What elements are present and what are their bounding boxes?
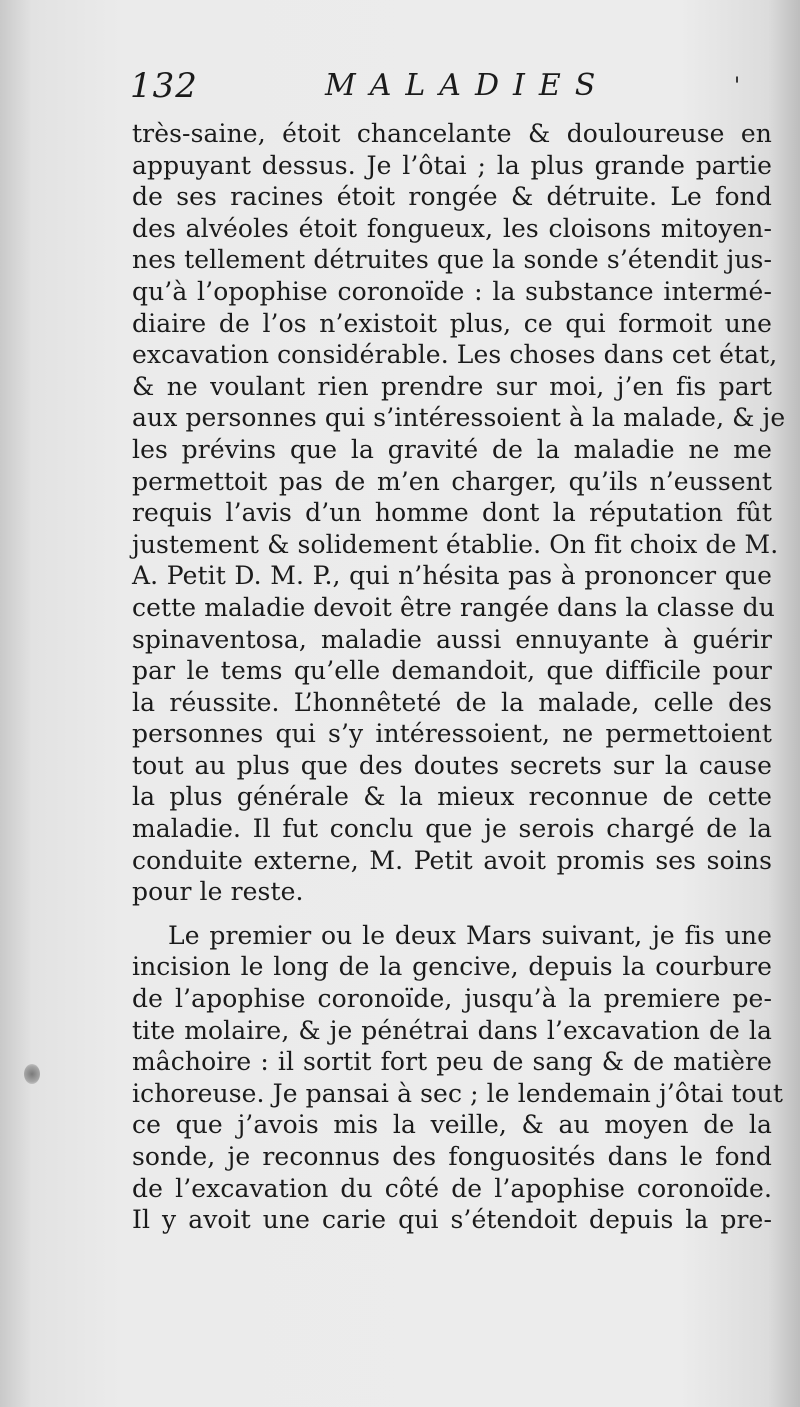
text-line: mâchoire : il sortit fort peu de sang & de matière (132, 1047, 772, 1077)
text-line: incision le long de la gencive, depuis la courbure (132, 952, 772, 982)
header-mark: ' (733, 74, 740, 99)
text-line: maladie. Il fut conclu que je serois chargé de la (132, 814, 772, 844)
text-line: pour le reste. (132, 877, 304, 907)
text-line: Il y avoit une carie qui s’étendoit depuis la pre- (132, 1205, 772, 1235)
text-line: de ses racines étoit rongée & détruite. Le fond (132, 182, 772, 212)
text-line: tite molaire, & je pénétrai dans l’excavation de la (132, 1015, 772, 1045)
text-line: appuyant dessus. Je l’ôtai ; la plus grande partie (132, 150, 772, 180)
text-line: cette maladie devoit être rangée dans la classe du (132, 592, 775, 622)
text-line: ce que j’avois mis la veille, & au moyen de la (132, 1110, 772, 1140)
text-line: très-saine, étoit chancelante & douloureuse en (132, 119, 772, 148)
text-line: justement & solidement établie. On fit choix de M. (132, 529, 779, 559)
text-line: A. Petit D. M. P., qui n’hésita pas à prononcer que (132, 561, 772, 591)
text-line: requis l’avis d’un homme dont la réputation fût (132, 498, 772, 528)
text-line: excavation considérable. Les choses dans cet état, (132, 340, 778, 370)
text-line: sonde, je reconnus des fonguosités dans le fond (132, 1142, 772, 1171)
text-line: tout au plus que des doutes secrets sur la cause (132, 750, 772, 780)
text-line: les prévins que la gravité de la maladie ne me (132, 434, 772, 464)
running-head: MALADIES (325, 68, 610, 103)
text-line: la réussite. L’honnêteté de la malade, celle des (132, 687, 772, 717)
text-line: spinaventosa, maladie aussi ennuyante à guérir (132, 624, 772, 654)
text-line: personnes qui s’y intéressoient, ne permettoient (132, 719, 772, 749)
text-line: par le tems qu’elle demandoit, que difficile pour (132, 656, 772, 686)
text-line: de l’apophise coronoïde, jusqu’à la premiere pe- (132, 984, 772, 1014)
paragraph (132, 118, 786, 908)
text-line: aux personnes qui s’intéressoient à la malade, & je (132, 403, 786, 433)
text-line: ichoreuse. Je pansai à sec ; le lendemain j’ôtai tout (132, 1078, 784, 1108)
page-number: 132 (130, 66, 198, 106)
text-line: permettoit pas de m’en charger, qu’ils n’eussent (132, 466, 772, 496)
text-line: des alvéoles étoit fongueux, les cloisons mitoyen- (132, 213, 772, 243)
text-line: nes tellement détruites que la sonde s’étendit jus- (132, 245, 772, 275)
text-line: conduite externe, M. Petit avoit promis ses soins (132, 845, 772, 875)
body-text (132, 118, 786, 1236)
text-line: & ne voulant rien prendre sur moi, j’en fis part (132, 371, 772, 401)
paragraph (132, 920, 784, 1236)
text-line: diaire de l’os n’existoit plus, ce qui formoit une (132, 308, 772, 338)
ink-smudge (24, 1064, 40, 1084)
paragraph-gap (132, 908, 772, 920)
text-line: qu’à l’opophise coronoïde : la substance intermé- (132, 276, 772, 306)
text-line: de l’excavation du côté de l’apophise coronoïde. (132, 1173, 772, 1203)
text-line: Le premier ou le deux Mars suivant, je fis une (168, 920, 772, 950)
text-line: la plus générale & la mieux reconnue de cette (132, 782, 772, 812)
page-header (130, 66, 770, 116)
